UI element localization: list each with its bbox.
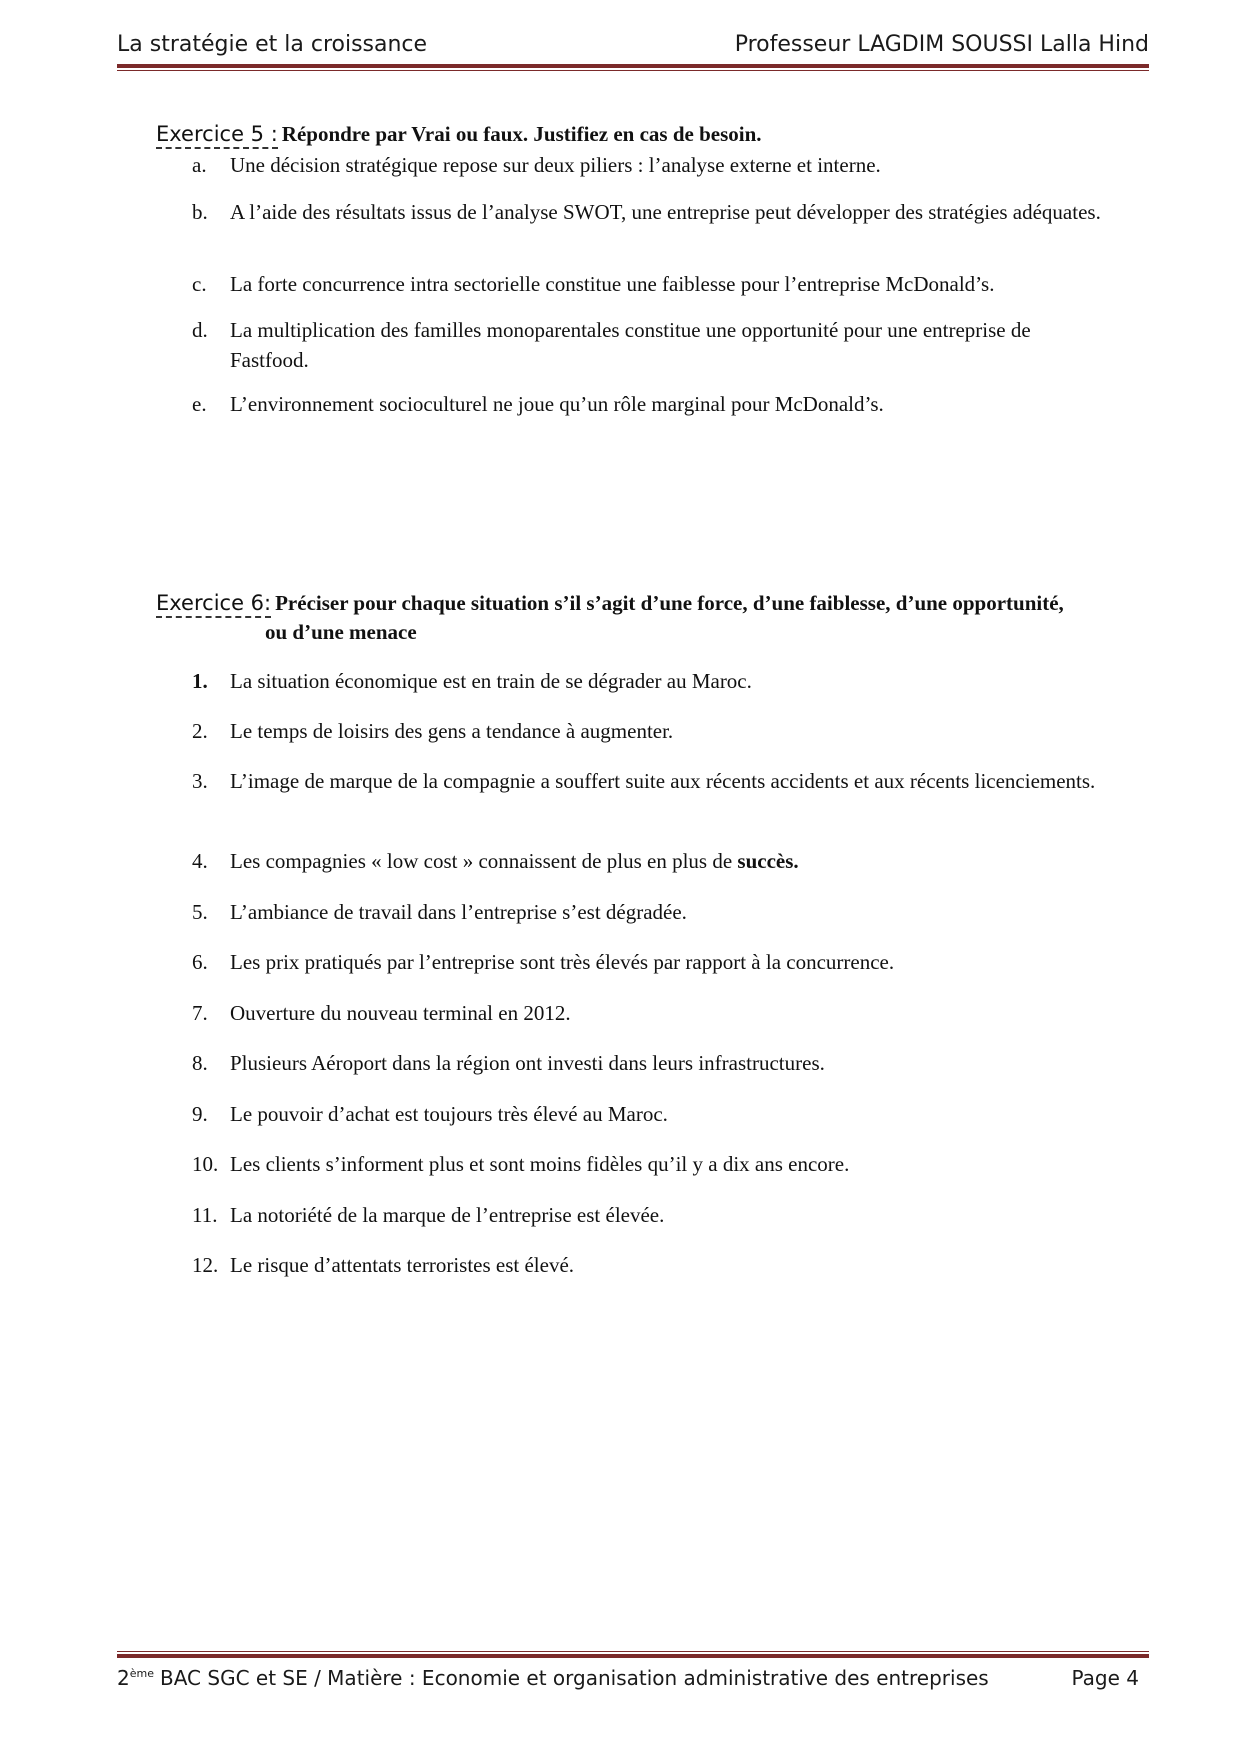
item-marker: 1.	[192, 669, 208, 693]
item-text-regular: Les compagnies « low cost » connaissent de plus en plus de	[230, 849, 738, 873]
item-text: Les prix pratiqués par l’entreprise sont très élevés par rapport à la concurrence.	[230, 950, 895, 974]
item-marker: 11.	[192, 1203, 218, 1227]
item-text	[230, 846, 1110, 876]
exercise-5-title	[156, 119, 762, 149]
item-marker: 8.	[192, 1051, 208, 1075]
page-footer	[117, 1666, 1149, 1696]
exercise-6-title	[156, 588, 1146, 618]
item-text: Le pouvoir d’achat est toujours très élevé au Maroc.	[230, 1102, 668, 1126]
item-text: La multiplication des familles monoparentales constitue une opportunité pour une entreprise de Fastfood.	[230, 318, 1031, 372]
page-number: Page 4	[1071, 1666, 1139, 1690]
item-text: L’ambiance de travail dans l’entreprise s’est dégradée.	[230, 900, 687, 924]
item-marker: 10.	[192, 1152, 219, 1176]
item-text: Le risque d’attentats terroristes est élevé.	[230, 1253, 575, 1277]
item-marker: 2.	[192, 719, 208, 743]
item-text: Le temps de loisirs des gens a tendance à augmenter.	[230, 719, 674, 743]
footer-divider	[117, 1651, 1149, 1658]
exercise-6-instruction-cont: ou d’une menace	[265, 620, 417, 644]
item-marker: 7.	[192, 1001, 208, 1025]
header-title: La stratégie et la croissance	[117, 32, 428, 57]
header-divider	[117, 64, 1149, 71]
exercise-5-label: Exercice 5 :	[156, 122, 278, 149]
item-marker: 12.	[192, 1253, 219, 1277]
item-marker: c.	[192, 272, 207, 296]
item-text: La situation économique est en train de se dégrader au Maroc.	[230, 669, 752, 693]
exercise-6-instruction: Préciser pour chaque situation s’il s’agit d’une force, d’une faiblesse, d’une opportunité,	[275, 591, 1064, 615]
footer-level-suffix: ème	[129, 1667, 154, 1680]
header-author: Professeur LAGDIM SOUSSI Lalla Hind	[734, 32, 1149, 57]
exercise-5-instruction: Répondre par Vrai ou faux. Justifiez en cas de besoin.	[281, 122, 762, 146]
item-text: Les clients s’informent plus et sont moins fidèles qu’il y a dix ans encore.	[230, 1152, 850, 1176]
item-text: Une décision stratégique repose sur deux piliers : l’analyse externe et interne.	[230, 153, 881, 177]
item-text: A l’aide des résultats issus de l’analyse SWOT, une entreprise peut développer des stratégies adéquates.	[230, 200, 1101, 224]
item-marker: 4.	[192, 849, 208, 873]
footer-level-number: 2	[117, 1666, 130, 1690]
item-text: L’environnement socioculturel ne joue qu’un rôle marginal pour McDonald’s.	[230, 392, 884, 416]
exercise-6-label: Exercice 6:	[156, 591, 271, 618]
item-marker: 9.	[192, 1102, 208, 1126]
item-marker: b.	[192, 200, 208, 224]
item-marker: 3.	[192, 769, 208, 793]
item-marker: e.	[192, 392, 207, 416]
item-marker: 5.	[192, 900, 208, 924]
item-text: La notoriété de la marque de l’entreprise est élevée.	[230, 1203, 665, 1227]
item-marker: a.	[192, 153, 207, 177]
item-text: Ouverture du nouveau terminal en 2012.	[230, 1001, 571, 1025]
item-text: L’image de marque de la compagnie a souffert suite aux récents accidents et aux récents licenciements.	[230, 769, 1096, 793]
footer-subject	[117, 1666, 989, 1690]
footer-subject-text: BAC SGC et SE / Matière : Economie et organisation administrative des entreprises	[160, 1666, 989, 1690]
item-marker: d.	[192, 318, 208, 342]
page-header	[117, 28, 1149, 62]
item-text-bold: succès.	[737, 849, 799, 873]
item-text: Plusieurs Aéroport dans la région ont investi dans leurs infrastructures.	[230, 1051, 825, 1075]
item-marker: 6.	[192, 950, 208, 974]
item-text: La forte concurrence intra sectorielle constitue une faiblesse pour l’entreprise McDonald’s.	[230, 272, 995, 296]
